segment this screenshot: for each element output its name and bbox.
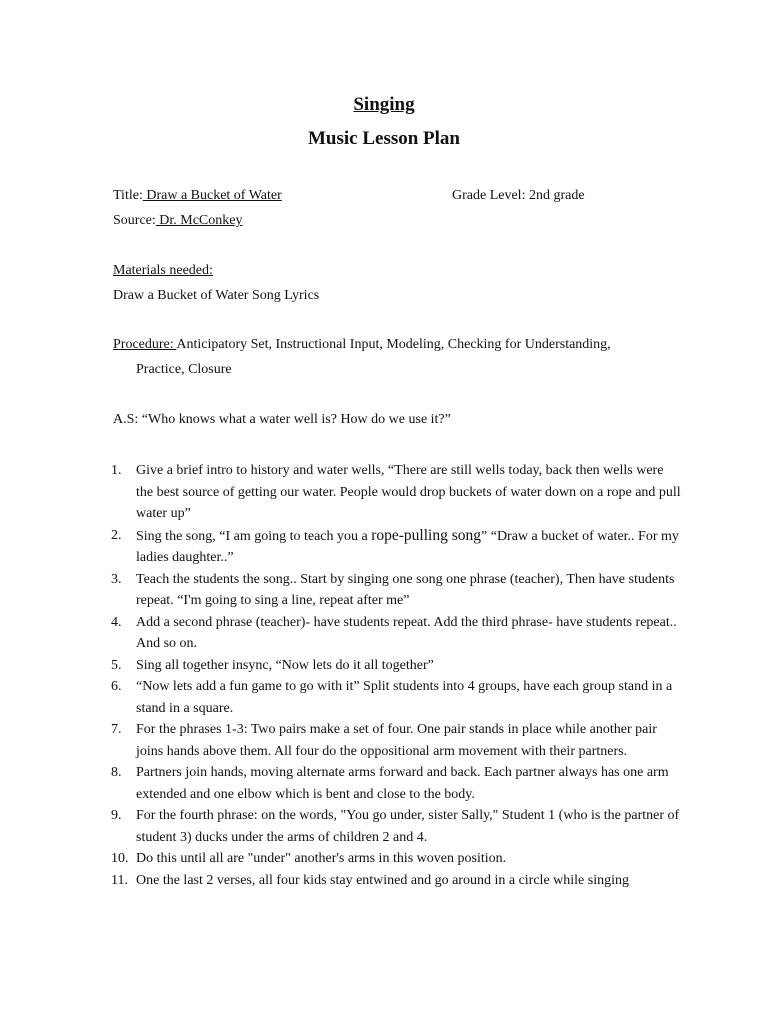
- step-text: “Now lets add a fun game to go with it” Split students into 4 groups, have each group stand in a stand in a square.: [136, 679, 673, 716]
- step-text: Sing the song, “I am going to teach you a: [136, 528, 372, 544]
- step-text: One the last 2 verses, all four kids stay entwined and go around in a circle while singing: [136, 872, 629, 888]
- step-number: 10.: [111, 851, 129, 866]
- anticipatory-set: A.S: “Who knows what a water well is? How do we use it?”: [113, 412, 451, 427]
- title-value: Draw a Bucket of Water: [142, 188, 282, 203]
- procedure-text-cont: Practice, Closure: [136, 362, 232, 377]
- list-item: [111, 805, 681, 848]
- grade-label: Grade Level:: [452, 188, 526, 203]
- page-subtitle: Music Lesson Plan: [307, 128, 461, 149]
- materials-value: Draw a Bucket of Water Song Lyrics: [113, 288, 320, 303]
- step-text: Teach the students the song.. Start by singing one song one phrase (teacher), Then have students repeat. “I'm going to sing a line, repeat after me”: [136, 571, 675, 608]
- step-text: Sing all together insync, “Now lets do it all together”: [136, 657, 434, 673]
- step-text: ” “Draw a bucket of water.. For my ladies daughter..”: [136, 528, 679, 565]
- list-item: [111, 612, 681, 655]
- step-number: 2.: [111, 527, 122, 543]
- step-number: 3.: [111, 571, 122, 587]
- step-text: Add a second phrase (teacher)- have students repeat. Add the third phrase- have students repeat.. And so on.: [136, 614, 677, 651]
- step-number: 7.: [111, 722, 122, 737]
- step-number: 6.: [111, 679, 122, 694]
- list-item: [111, 848, 681, 870]
- list-item: [111, 870, 681, 892]
- step-number: 9.: [111, 808, 122, 823]
- list-item: [111, 719, 681, 762]
- step-number: 4.: [111, 614, 122, 630]
- step-text: For the phrases 1-3: Two pairs make a set of four. One pair stands in place while another pair joins hands above them. All four do the oppositional arm movement with their partners.: [136, 722, 657, 759]
- step-number: 11.: [111, 872, 128, 888]
- source-label: Source:: [113, 213, 156, 228]
- list-item: [111, 676, 681, 719]
- procedure-text: Anticipatory Set, Instructional Input, Modeling, Checking for Understanding,: [176, 337, 611, 352]
- list-item: [111, 762, 681, 805]
- list-item: [111, 525, 681, 569]
- step-text: Give a brief intro to history and water wells, “There are still wells today, back then wells were the best source of getting our water. People would drop buckets of water down on a rope and pull water up”: [136, 463, 681, 521]
- step-text: For the fourth phrase: on the words, "You go under, sister Sally," Student 1 (who is the partner of student 3) ducks under the arms of children 2 and 4.: [136, 808, 680, 845]
- grade-value: 2nd grade: [525, 188, 585, 203]
- step-number: 5.: [111, 657, 122, 673]
- step-number: 1.: [111, 463, 122, 478]
- step-number: 8.: [111, 765, 122, 780]
- page-title: Singing: [353, 94, 415, 115]
- title-line: [113, 186, 282, 206]
- source-value: Dr. McConkey: [155, 213, 243, 228]
- step-text-emphasis: rope-pulling song: [371, 526, 482, 544]
- source-line: [113, 211, 242, 231]
- procedure-label: Procedure:: [113, 337, 177, 352]
- step-text: Partners join hands, moving alternate arms forward and back. Each partner always has one arm extended and one elbow which is bent and close to the body.: [136, 765, 669, 802]
- step-text: Do this until all are "under" another's arms in this woven position.: [136, 851, 507, 866]
- materials-label: Materials needed:: [113, 263, 213, 278]
- procedure-steps-list: [111, 460, 681, 891]
- list-item: [111, 569, 681, 612]
- list-item: [111, 655, 681, 677]
- list-item: [111, 460, 681, 525]
- title-label: Title:: [113, 188, 143, 203]
- grade-line: [452, 186, 585, 206]
- procedure-line: [113, 335, 611, 355]
